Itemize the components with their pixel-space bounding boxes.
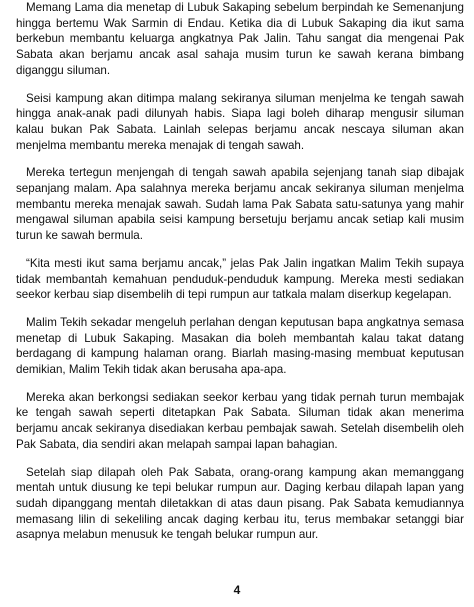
- body-text: [16, 0, 464, 543]
- paragraph-3: Mereka tertegun menjengah di tengah sawah apabila sejenjang tanah siap dibajak sepanjang malam. Apa salahnya mereka berjamu ancak sekiranya siluman menjelma membantu mereka menajak sawah. Sudah lama Pak Sabata satu-satunya yang mahir mengawal siluman apabila seisi kampung bersetuju berjamu ancak setiap kali musim turun ke sawah bermula.: [16, 166, 464, 243]
- paragraph-7: Setelah siap dilapah oleh Pak Sabata, orang-orang kampung akan memanggang mentah untuk diusung ke tepi belukar rumpun aur. Daging kerbau dilapah lapan yang sudah dipanggang mentah diletakkan di atas daun pisang. Pak Sabata kemudiannya memasang lilin di sekeliling ancak daging kerbau itu, terus membakar setanggi biar asapnya melabun menusuk ke tengah belukar rumpun aur.: [16, 465, 464, 542]
- paragraph-6: Mereka akan berkongsi sediakan seekor kerbau yang tidak pernah turun membajak ke tengah sawah seperti ditetapkan Pak Sabata. Siluman tidak akan menerima berjamu ancak sekiranya disediakan kerbau pembajak sawah. Setelah disembelih oleh Pak Sabata, dia sendiri akan melapah sampai lapan bahagian.: [16, 390, 464, 451]
- paragraph-1: Memang Lama dia menetap di Lubuk Sakaping sebelum berpindah ke Semenanjung hingga bertemu Wak Sarmin di Endau. Ketika dia di Lubuk Sakaping dia ikut sama berkebun membantu keluarga angkatnya Pak Jalin. Tahu sangat dia mengenai Pak Sabata akan berjamu ancak asal sahaja musim turun ke sawah kerana bimbang diganggu siluman.: [16, 1, 464, 77]
- paragraph-5: Malim Tekih sekadar mengeluh perlahan dengan keputusan bapa angkatnya semasa menetap di Lubuk Sakaping. Masakan dia boleh membantah kalau takat datang berdagang di kampung halaman orang. Biarlah masing-masing membuat keputusan demikian, Malim Tekih tidak akan berusaha apa-apa.: [16, 315, 464, 377]
- page-number: 4: [233, 583, 241, 597]
- paragraph-4: “Kita mesti ikut sama berjamu ancak,” jelas Pak Jalin ingatkan Malim Tekih supaya tidak membantah kemahuan penduduk-penduduk kampung. Mereka mesti sediakan seekor kerbau siap disembelih di tepi rumpun aur tatkala malam diserkup kegelapan.: [16, 256, 464, 302]
- paragraph-2: Seisi kampung akan ditimpa malang sekiranya siluman menjelma ke tengah sawah hingga anak-anak padi dilunyah habis. Siapa lagi boleh diharap mengusir siluman kalau bukan Pak Sabata. Lainlah selepas berjamu ancak nescaya siluman akan menjelma membantu mereka menajak di tengah sawah.: [16, 91, 464, 152]
